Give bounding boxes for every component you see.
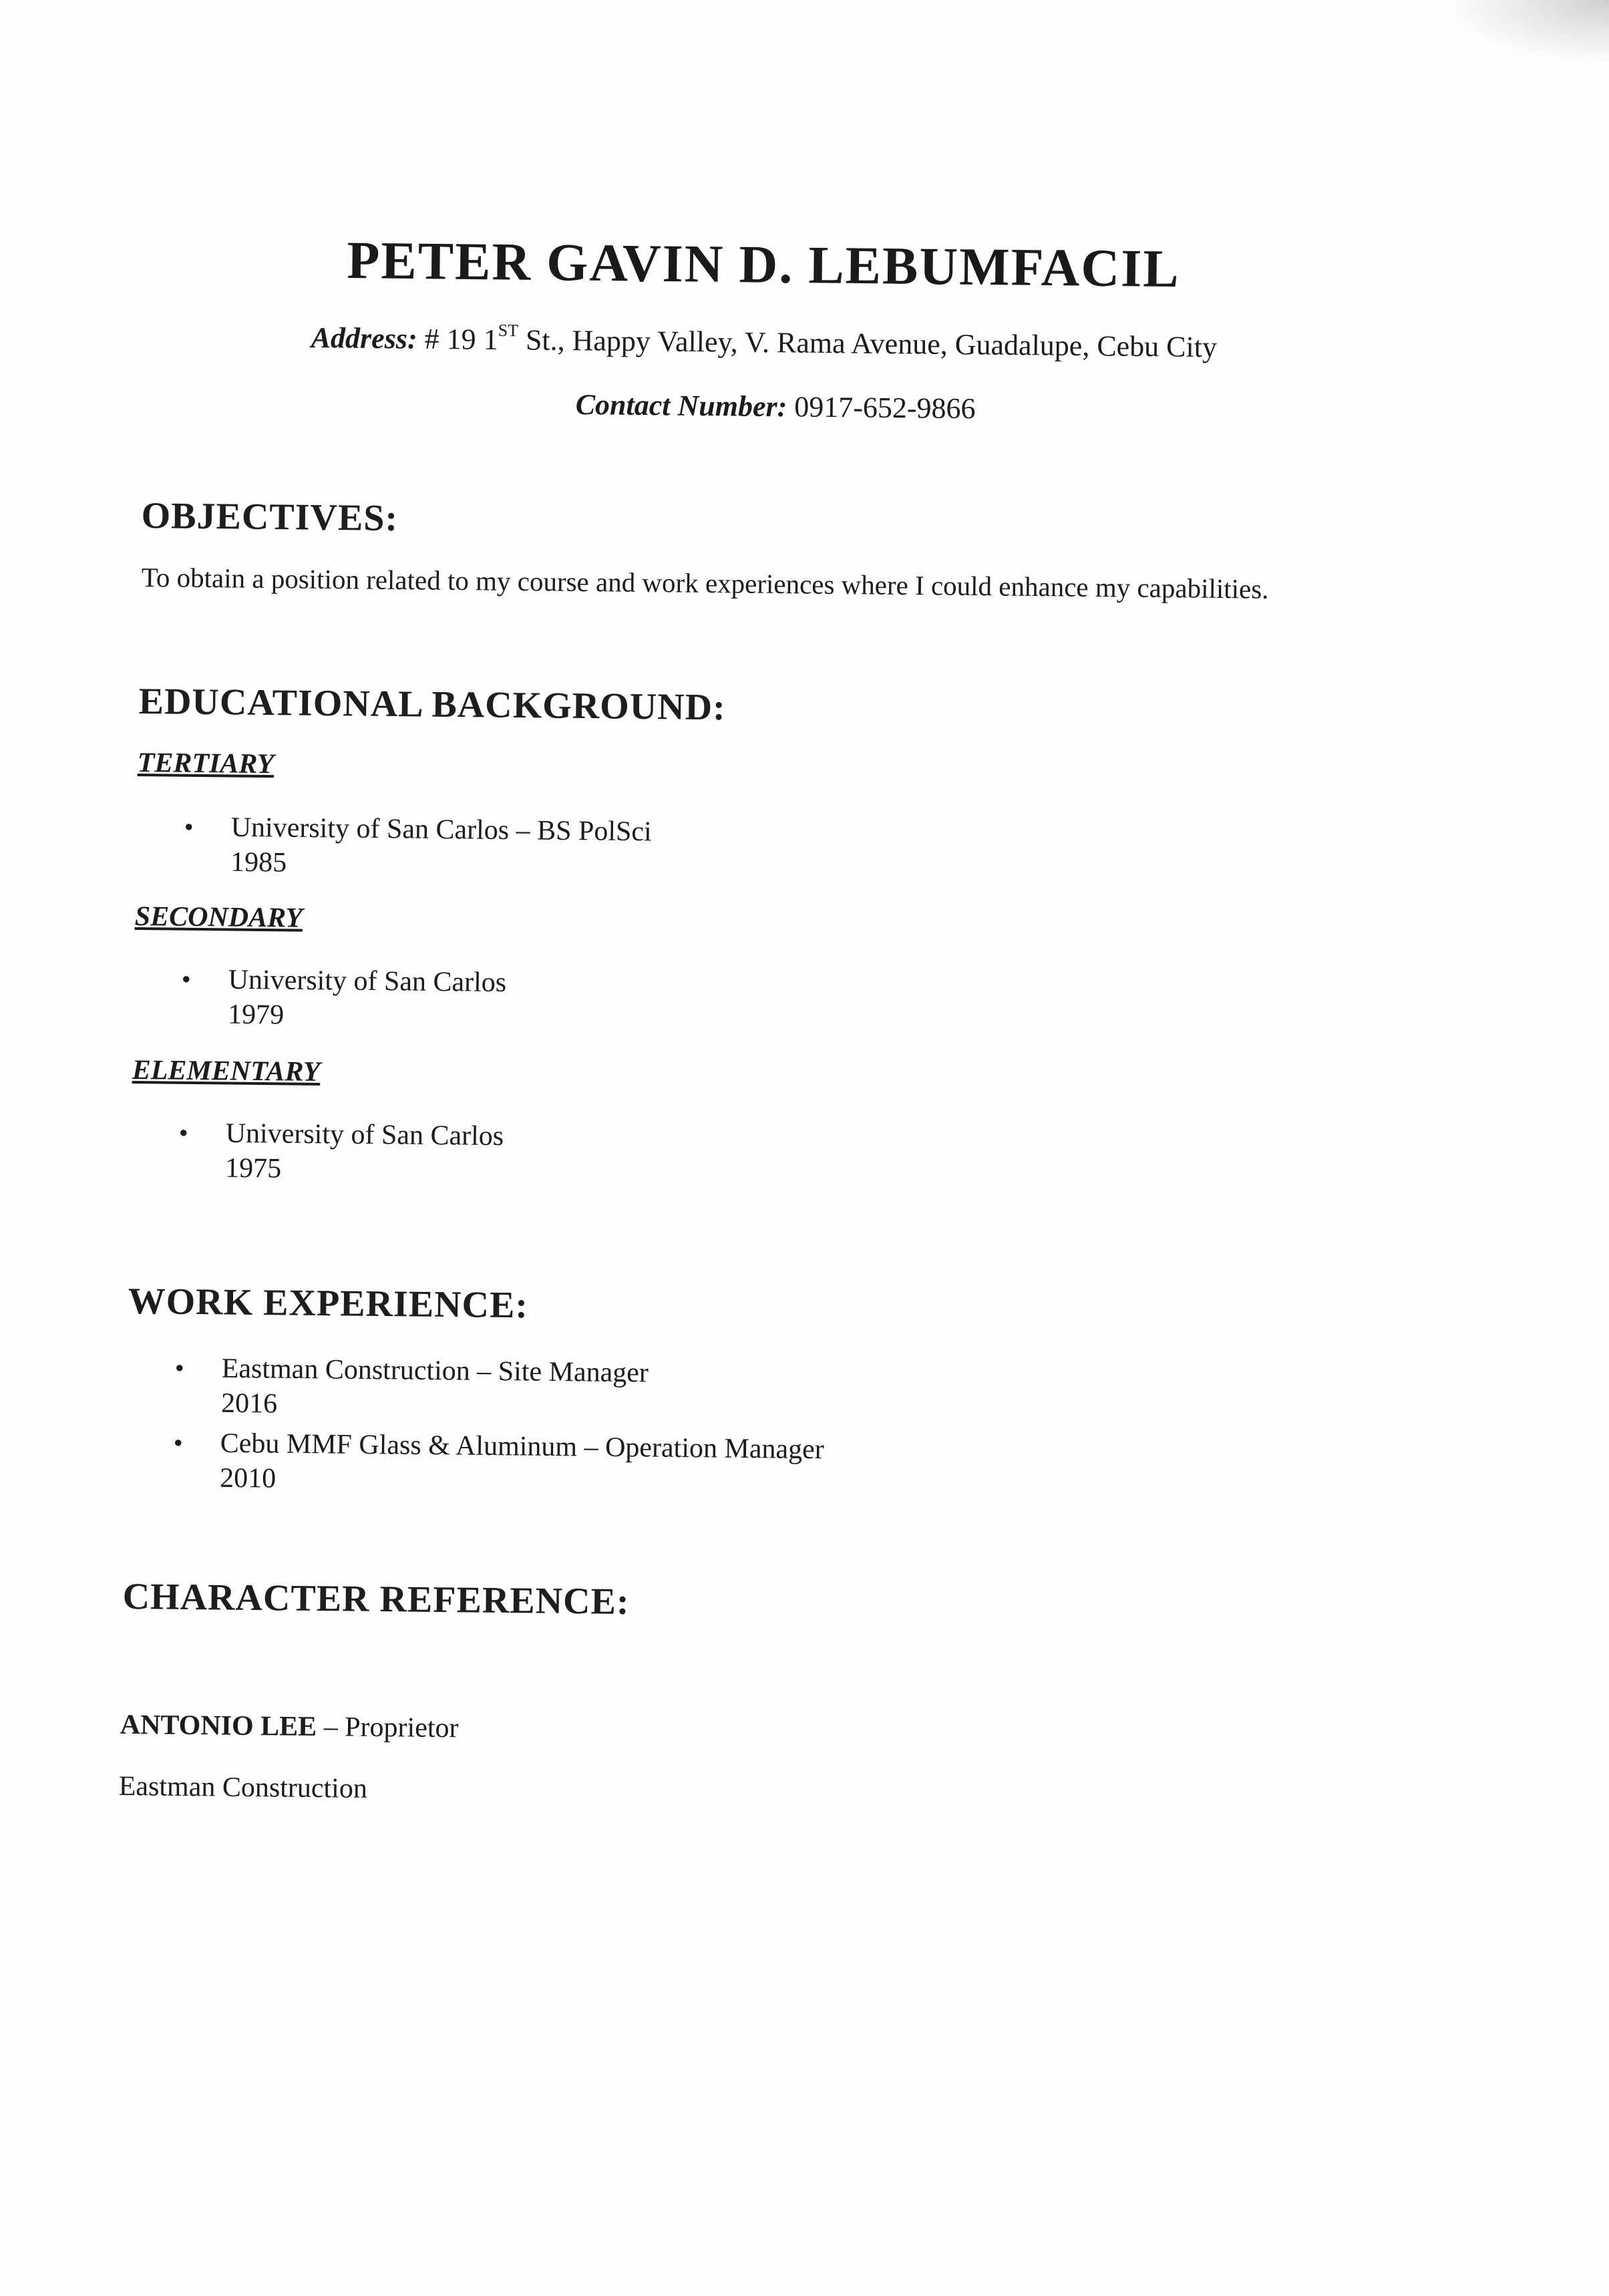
objectives-heading: OBJECTIVES: bbox=[141, 494, 399, 540]
reference-heading: CHARACTER REFERENCE: bbox=[122, 1576, 630, 1623]
contact-value: 0917-652-9866 bbox=[787, 390, 976, 426]
bullet-icon: • bbox=[184, 811, 194, 842]
work-item-text: Eastman Construction – Site Manager bbox=[221, 1353, 649, 1389]
elementary-label: ELEMENTARY bbox=[132, 1055, 321, 1088]
address-line bbox=[311, 321, 1217, 364]
bullet-icon: • bbox=[181, 963, 191, 995]
work-item-year: 2010 bbox=[219, 1462, 277, 1494]
reference-name: ANTONIO LEE bbox=[120, 1709, 317, 1743]
secondary-label: SECONDARY bbox=[134, 901, 303, 934]
tertiary-label: TERTIARY bbox=[137, 748, 275, 780]
education-heading: EDUCATIONAL BACKGROUND: bbox=[138, 680, 727, 729]
elementary-year: 1975 bbox=[224, 1152, 282, 1184]
applicant-name: PETER GAVIN D. LEBUMFACIL bbox=[347, 230, 1181, 299]
work-heading: WORK EXPERIENCE: bbox=[128, 1281, 529, 1327]
address-post: St., Happy Valley, V. Rama Avenue, Guadalupe, Cebu City bbox=[518, 323, 1218, 364]
contact-line bbox=[575, 387, 975, 426]
objectives-text: To obtain a position related to my course and work experiences where I could enhance my capabilities. bbox=[141, 561, 1269, 605]
reference-person bbox=[120, 1709, 458, 1744]
bullet-icon: • bbox=[174, 1352, 184, 1383]
elementary-school: University of San Carlos bbox=[225, 1118, 504, 1152]
contact-label: Contact Number: bbox=[575, 387, 787, 424]
address-sup: ST bbox=[498, 320, 519, 341]
tertiary-year: 1985 bbox=[230, 846, 287, 878]
bullet-icon: • bbox=[173, 1427, 183, 1458]
reference-company: Eastman Construction bbox=[118, 1771, 368, 1804]
address-pre: # 19 1 bbox=[417, 322, 498, 356]
address-label: Address: bbox=[311, 321, 417, 355]
reference-role: – Proprietor bbox=[316, 1711, 459, 1744]
scan-corner-smudge bbox=[1455, 0, 1609, 60]
tertiary-school: University of San Carlos – BS PolSci bbox=[230, 812, 652, 848]
work-item-text: Cebu MMF Glass & Aluminum – Operation Manager bbox=[220, 1428, 825, 1466]
secondary-year: 1979 bbox=[227, 999, 285, 1031]
bullet-icon: • bbox=[178, 1117, 188, 1148]
work-item-year: 2016 bbox=[220, 1387, 278, 1420]
secondary-school: University of San Carlos bbox=[228, 964, 507, 999]
